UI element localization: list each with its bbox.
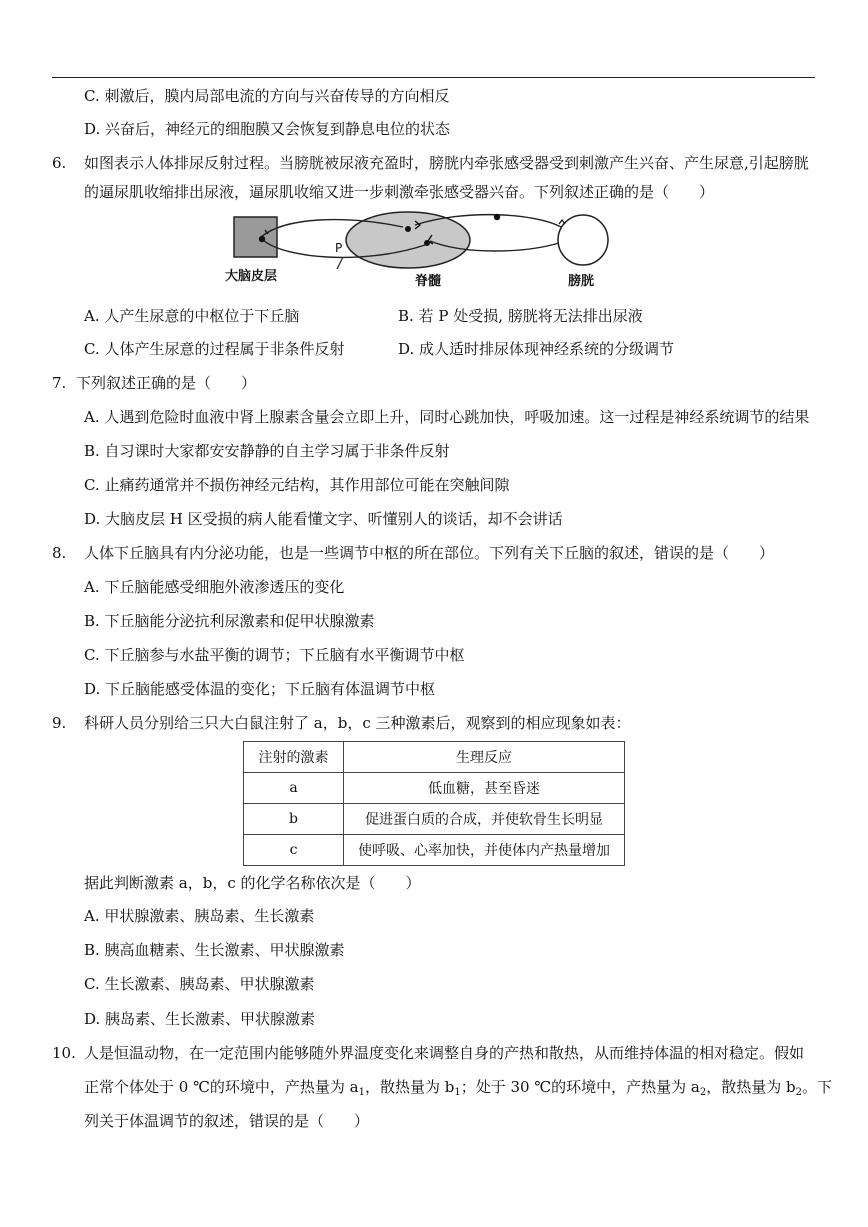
ganglion-neuron [494, 214, 500, 220]
q5-option-c[interactable]: C. 刺激后，膜内局部电流的方向与兴奋传导的方向相反 [84, 87, 450, 105]
q9-option-b[interactable]: B. 胰高血糖素、生长激素、甲状腺激素 [84, 941, 345, 959]
table-cell-response: 低血糖，甚至昏迷 [344, 773, 625, 804]
q6-option-c[interactable]: C. 人体产生尿意的过程属于非条件反射 [84, 340, 345, 358]
hormone-table [243, 741, 625, 866]
q8-number: 8. [52, 544, 67, 562]
table-row [244, 804, 625, 835]
q7-option-a[interactable]: A. 人遇到危险时血液中肾上腺素含量会立即上升，同时心跳加快，呼吸加速。这一过程是神经系统调节的结果 [84, 408, 810, 426]
q10-stem-line2: 正常个体处于 0 ℃的环境中，产热量为 $a_1$，散热量为 $b_1$；处于 30 ℃的环境中，产热量为 $a_2$，散热量为 $b_2$。下 [84, 1078, 832, 1098]
q9-option-a[interactable]: A. 甲状腺激素、胰岛素、生长激素 [84, 907, 315, 925]
spinal-interneuron [405, 226, 411, 232]
q9-follow-up: 据此判断激素 a，b，c 的化学名称依次是（ ） [84, 874, 421, 892]
table-header-hormone: 注射的激素 [244, 742, 344, 773]
q10-stem-line3: 列关于体温调节的叙述，错误的是（ ） [84, 1112, 370, 1130]
cortex-neuron [259, 236, 265, 242]
q7-option-b[interactable]: B. 自习课时大家都安安静静的自主学习属于非条件反射 [84, 442, 450, 460]
table-header-response: 生理反应 [344, 742, 625, 773]
q8-option-c[interactable]: C. 下丘脑参与水盐平衡的调节；下丘脑有水平衡调节中枢 [84, 646, 465, 664]
q7-stem: 下列叙述正确的是（ ） [76, 374, 257, 392]
label-p: P [335, 241, 343, 255]
bladder-circle [558, 215, 608, 265]
q6-stem-line1: 如图表示人体排尿反射过程。当膀胱被尿液充盈时，膀胱内牵张感受器受到刺激产生兴奋、产生尿意,引起膀胱 [84, 154, 809, 172]
q9-option-c[interactable]: C. 生长激素、胰岛素、甲状腺激素 [84, 975, 315, 993]
q7-option-d[interactable]: D. 大脑皮层 H 区受损的病人能看懂文字、听懂别人的谈话，却不会讲话 [84, 510, 563, 528]
q9-option-d[interactable]: D. 胰岛素、生长激素、甲状腺激素 [84, 1010, 316, 1028]
q8-option-a[interactable]: A. 下丘脑能感受细胞外液渗透压的变化 [84, 578, 345, 596]
table-cell-hormone: b [244, 804, 344, 835]
q7-number: 7. [52, 374, 67, 392]
label-bladder: 膀胱 [568, 274, 595, 289]
q6-stem-line2: 的逼尿肌收缩排出尿液，逼尿肌收缩又进一步刺激牵张感受器兴奋。下列叙述正确的是（ ） [84, 183, 715, 201]
q6-option-d[interactable]: D. 成人适时排尿体现神经系统的分级调节 [398, 340, 675, 358]
table-cell-response: 促进蛋白质的合成，并使软骨生长明显 [344, 804, 625, 835]
table-cell-hormone: c [244, 835, 344, 866]
q8-option-d[interactable]: D. 下丘脑能感受体温的变化；下丘脑有体温调节中枢 [84, 680, 436, 698]
brain-cortex-box [234, 217, 277, 257]
q10-stem-line1: 人是恒温动物，在一定范围内能够随外界温度变化来调整自身的产热和散热，从而维持体温的相对稳定。假如 [84, 1044, 805, 1062]
label-brain-cortex: 大脑皮层 [225, 269, 278, 284]
q6-number: 6. [52, 154, 67, 172]
table-cell-response: 使呼吸、心率加快，并使体内产热量增加 [344, 835, 625, 866]
q6-option-b[interactable]: B. 若 P 处受损, 膀胱将无法排出尿液 [398, 307, 643, 325]
label-spinal-cord: 脊髓 [415, 274, 442, 289]
q10-number: 10. [52, 1044, 76, 1062]
q9-number: 9. [52, 714, 67, 732]
q8-stem: 人体下丘脑具有内分泌功能，也是一些调节中枢的所在部位。下列有关下丘脑的叙述，错误的是（ ） [84, 544, 775, 562]
q9-stem: 科研人员分别给三只大白鼠注射了 a，b，c 三种激素后，观察到的相应现象如表： [84, 714, 631, 732]
q6-option-a[interactable]: A. 人产生尿意的中枢位于下丘脑 [84, 307, 300, 325]
table-row [244, 773, 625, 804]
table-header-row [244, 742, 625, 773]
urination-reflex-diagram [225, 207, 645, 289]
p-pointer [337, 257, 343, 269]
table-cell-hormone: a [244, 773, 344, 804]
table-row [244, 835, 625, 866]
q5-option-d[interactable]: D. 兴奋后，神经元的细胞膜又会恢复到静息电位的状态 [84, 120, 451, 138]
q7-option-c[interactable]: C. 止痛药通常并不损伤神经元结构，其作用部位可能在突触间隙 [84, 476, 510, 494]
header-rule [52, 77, 815, 78]
stretch-receptor-mark [559, 220, 565, 224]
q8-option-b[interactable]: B. 下丘脑能分泌抗利尿激素和促甲状腺激素 [84, 612, 375, 630]
